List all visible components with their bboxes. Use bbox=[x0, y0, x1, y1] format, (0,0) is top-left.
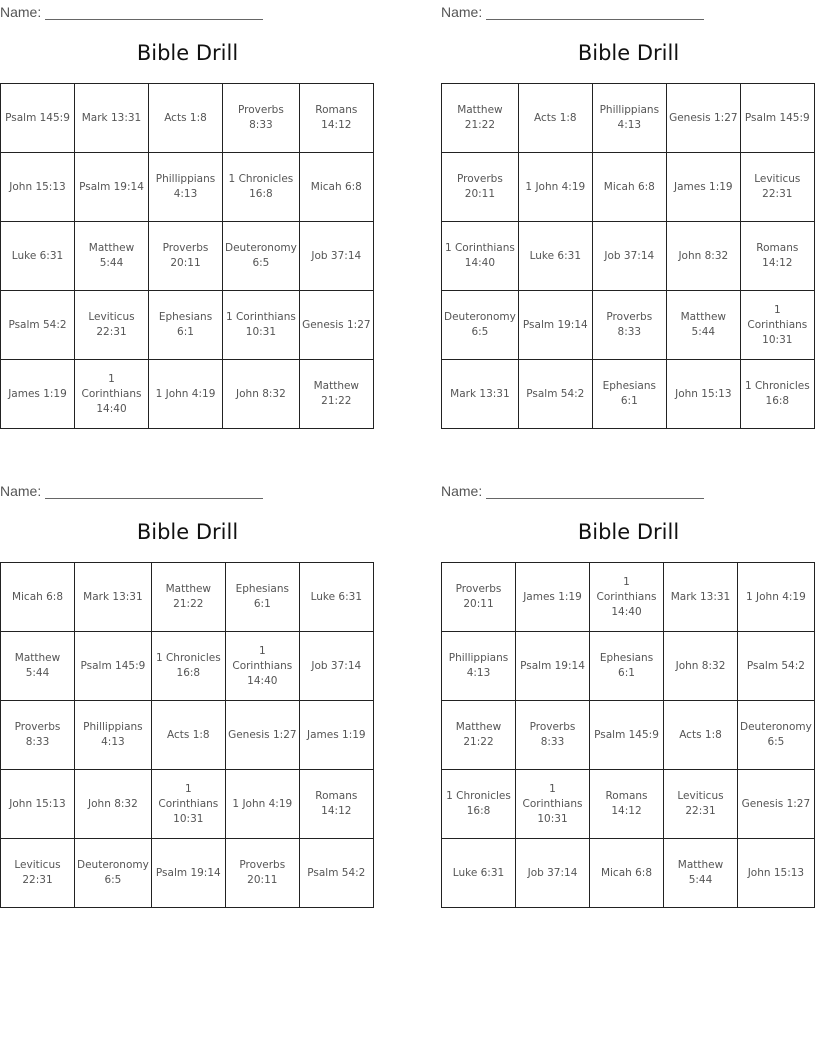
grid-cell: Psalm 19:14 bbox=[75, 153, 149, 222]
grid-cell: Phillippians 4:13 bbox=[75, 701, 152, 770]
grid-cell: Psalm 19:14 bbox=[516, 632, 590, 701]
grid-cell: Psalm 145:9 bbox=[1, 84, 75, 153]
grid-cell: 1 Corinthians 10:31 bbox=[151, 770, 225, 839]
grid-cell: Phillippians 4:13 bbox=[592, 84, 666, 153]
grid-cell: Proverbs 8:33 bbox=[223, 84, 300, 153]
grid-cell: Romans 14:12 bbox=[299, 770, 373, 839]
grid-cell: 1 John 4:19 bbox=[149, 360, 223, 429]
grid-row bbox=[442, 770, 815, 839]
grid-cell: Genesis 1:27 bbox=[666, 84, 740, 153]
name-line bbox=[486, 484, 704, 499]
grid-cell: 1 John 4:19 bbox=[518, 153, 592, 222]
grid-cell: Proverbs 8:33 bbox=[592, 291, 666, 360]
grid-cell: Micah 6:8 bbox=[1, 563, 75, 632]
grid-cell: Leviticus 22:31 bbox=[75, 291, 149, 360]
name-label: Name: bbox=[441, 4, 483, 20]
grid-cell: Psalm 54:2 bbox=[518, 360, 592, 429]
name-label: Name: bbox=[0, 4, 42, 20]
grid-cell: Deuteronomy 6:5 bbox=[442, 291, 519, 360]
grid-cell: Proverbs 8:33 bbox=[1, 701, 75, 770]
grid-cell: Acts 1:8 bbox=[518, 84, 592, 153]
grid-row bbox=[442, 222, 815, 291]
grid-cell: Ephesians 6:1 bbox=[592, 360, 666, 429]
grid-cell: Psalm 54:2 bbox=[1, 291, 75, 360]
grid-cell: Leviticus 22:31 bbox=[664, 770, 738, 839]
grid-cell: John 8:32 bbox=[75, 770, 152, 839]
grid-cell: Matthew 21:22 bbox=[442, 84, 519, 153]
name-line bbox=[45, 5, 263, 20]
grid-cell: Matthew 5:44 bbox=[75, 222, 149, 291]
grid-cell: Deuteronomy 6:5 bbox=[738, 701, 815, 770]
name-label: Name: bbox=[441, 483, 483, 499]
grid-cell: Psalm 19:14 bbox=[518, 291, 592, 360]
grid-cell: 1 Corinthians 10:31 bbox=[223, 291, 300, 360]
grid-cell: Proverbs 20:11 bbox=[225, 839, 299, 908]
grid-cell: James 1:19 bbox=[299, 701, 373, 770]
grid-cell: Job 37:14 bbox=[299, 632, 373, 701]
grid-cell: James 1:19 bbox=[516, 563, 590, 632]
grid-cell: 1 Corinthians 14:40 bbox=[590, 563, 664, 632]
grid-cell: 1 Corinthians 10:31 bbox=[516, 770, 590, 839]
grid-cell: Proverbs 20:11 bbox=[442, 153, 519, 222]
grid-cell: Leviticus 22:31 bbox=[740, 153, 814, 222]
grid-cell: Ephesians 6:1 bbox=[149, 291, 223, 360]
name-label: Name: bbox=[0, 483, 42, 499]
grid-row bbox=[442, 632, 815, 701]
grid-cell: Romans 14:12 bbox=[590, 770, 664, 839]
grid-cell: Proverbs 20:11 bbox=[149, 222, 223, 291]
grid-row bbox=[442, 563, 815, 632]
grid-cell: Ephesians 6:1 bbox=[225, 563, 299, 632]
grid-cell: Genesis 1:27 bbox=[225, 701, 299, 770]
grid-cell: Psalm 54:2 bbox=[738, 632, 815, 701]
grid-cell: Matthew 5:44 bbox=[1, 632, 75, 701]
grid-cell: Acts 1:8 bbox=[664, 701, 738, 770]
card-title: Bible Drill bbox=[136, 41, 239, 65]
grid-cell: Deuteronomy 6:5 bbox=[75, 839, 152, 908]
grid-cell: John 8:32 bbox=[664, 632, 738, 701]
grid-row bbox=[1, 839, 374, 908]
grid-cell: 1 Chronicles 16:8 bbox=[223, 153, 300, 222]
name-line bbox=[486, 5, 704, 20]
grid-cell: Job 37:14 bbox=[516, 839, 590, 908]
name-row bbox=[0, 481, 263, 499]
grid-cell: Genesis 1:27 bbox=[299, 291, 373, 360]
grid-cell: Proverbs 20:11 bbox=[442, 563, 516, 632]
card-title: Bible Drill bbox=[136, 520, 239, 544]
grid-cell: Phillippians 4:13 bbox=[149, 153, 223, 222]
grid-cell: Psalm 145:9 bbox=[590, 701, 664, 770]
grid-cell: Mark 13:31 bbox=[442, 360, 519, 429]
grid-cell: John 15:13 bbox=[666, 360, 740, 429]
grid-row bbox=[1, 563, 374, 632]
grid-cell: Leviticus 22:31 bbox=[1, 839, 75, 908]
grid-row bbox=[1, 153, 374, 222]
grid-cell: Matthew 21:22 bbox=[151, 563, 225, 632]
bingo-grid bbox=[441, 83, 815, 429]
grid-cell: John 15:13 bbox=[1, 770, 75, 839]
grid-row bbox=[442, 839, 815, 908]
grid-row bbox=[442, 360, 815, 429]
card-title: Bible Drill bbox=[577, 520, 680, 544]
grid-cell: 1 John 4:19 bbox=[738, 563, 815, 632]
grid-row bbox=[1, 770, 374, 839]
grid-cell: 1 Chronicles 16:8 bbox=[151, 632, 225, 701]
grid-cell: Acts 1:8 bbox=[149, 84, 223, 153]
grid-cell: Luke 6:31 bbox=[1, 222, 75, 291]
card-title: Bible Drill bbox=[577, 41, 680, 65]
grid-cell: 1 Corinthians 14:40 bbox=[225, 632, 299, 701]
grid-cell: John 15:13 bbox=[1, 153, 75, 222]
grid-cell: Matthew 5:44 bbox=[666, 291, 740, 360]
grid-cell: James 1:19 bbox=[666, 153, 740, 222]
grid-cell: John 8:32 bbox=[666, 222, 740, 291]
bingo-grid bbox=[0, 562, 374, 908]
grid-cell: 1 Chronicles 16:8 bbox=[442, 770, 516, 839]
bingo-grid bbox=[441, 562, 815, 908]
grid-row bbox=[1, 632, 374, 701]
grid-row bbox=[1, 84, 374, 153]
grid-row bbox=[1, 360, 374, 429]
grid-row bbox=[442, 153, 815, 222]
grid-cell: 1 Corinthians 14:40 bbox=[442, 222, 519, 291]
grid-cell: Job 37:14 bbox=[299, 222, 373, 291]
grid-cell: Psalm 54:2 bbox=[299, 839, 373, 908]
grid-cell: Luke 6:31 bbox=[518, 222, 592, 291]
grid-cell: Proverbs 8:33 bbox=[516, 701, 590, 770]
grid-cell: 1 Corinthians 14:40 bbox=[75, 360, 149, 429]
name-row bbox=[441, 2, 704, 20]
grid-cell: Romans 14:12 bbox=[299, 84, 373, 153]
name-row bbox=[441, 481, 704, 499]
grid-cell: Psalm 19:14 bbox=[151, 839, 225, 908]
grid-cell: Ephesians 6:1 bbox=[590, 632, 664, 701]
grid-cell: 1 Chronicles 16:8 bbox=[740, 360, 814, 429]
grid-row bbox=[442, 291, 815, 360]
grid-cell: Deuteronomy 6:5 bbox=[223, 222, 300, 291]
grid-cell: Acts 1:8 bbox=[151, 701, 225, 770]
grid-cell: Micah 6:8 bbox=[299, 153, 373, 222]
grid-cell: Micah 6:8 bbox=[592, 153, 666, 222]
grid-cell: Matthew 21:22 bbox=[299, 360, 373, 429]
grid-cell: Mark 13:31 bbox=[75, 563, 152, 632]
grid-cell: Luke 6:31 bbox=[442, 839, 516, 908]
grid-cell: John 8:32 bbox=[223, 360, 300, 429]
bingo-grid bbox=[0, 83, 374, 429]
grid-cell: 1 John 4:19 bbox=[225, 770, 299, 839]
grid-cell: Mark 13:31 bbox=[664, 563, 738, 632]
grid-cell: Psalm 145:9 bbox=[740, 84, 814, 153]
grid-cell: Luke 6:31 bbox=[299, 563, 373, 632]
grid-cell: Matthew 21:22 bbox=[442, 701, 516, 770]
grid-cell: Micah 6:8 bbox=[590, 839, 664, 908]
grid-row bbox=[1, 291, 374, 360]
grid-cell: James 1:19 bbox=[1, 360, 75, 429]
grid-cell: John 15:13 bbox=[738, 839, 815, 908]
grid-cell: Phillippians 4:13 bbox=[442, 632, 516, 701]
name-row bbox=[0, 2, 263, 20]
grid-cell: Genesis 1:27 bbox=[738, 770, 815, 839]
grid-cell: 1 Corinthians 10:31 bbox=[740, 291, 814, 360]
grid-row bbox=[442, 84, 815, 153]
grid-cell: Romans 14:12 bbox=[740, 222, 814, 291]
grid-row bbox=[1, 222, 374, 291]
grid-row bbox=[1, 701, 374, 770]
grid-cell: Job 37:14 bbox=[592, 222, 666, 291]
grid-cell: Matthew 5:44 bbox=[664, 839, 738, 908]
grid-row bbox=[442, 701, 815, 770]
grid-cell: Psalm 145:9 bbox=[75, 632, 152, 701]
grid-cell: Mark 13:31 bbox=[75, 84, 149, 153]
name-line bbox=[45, 484, 263, 499]
